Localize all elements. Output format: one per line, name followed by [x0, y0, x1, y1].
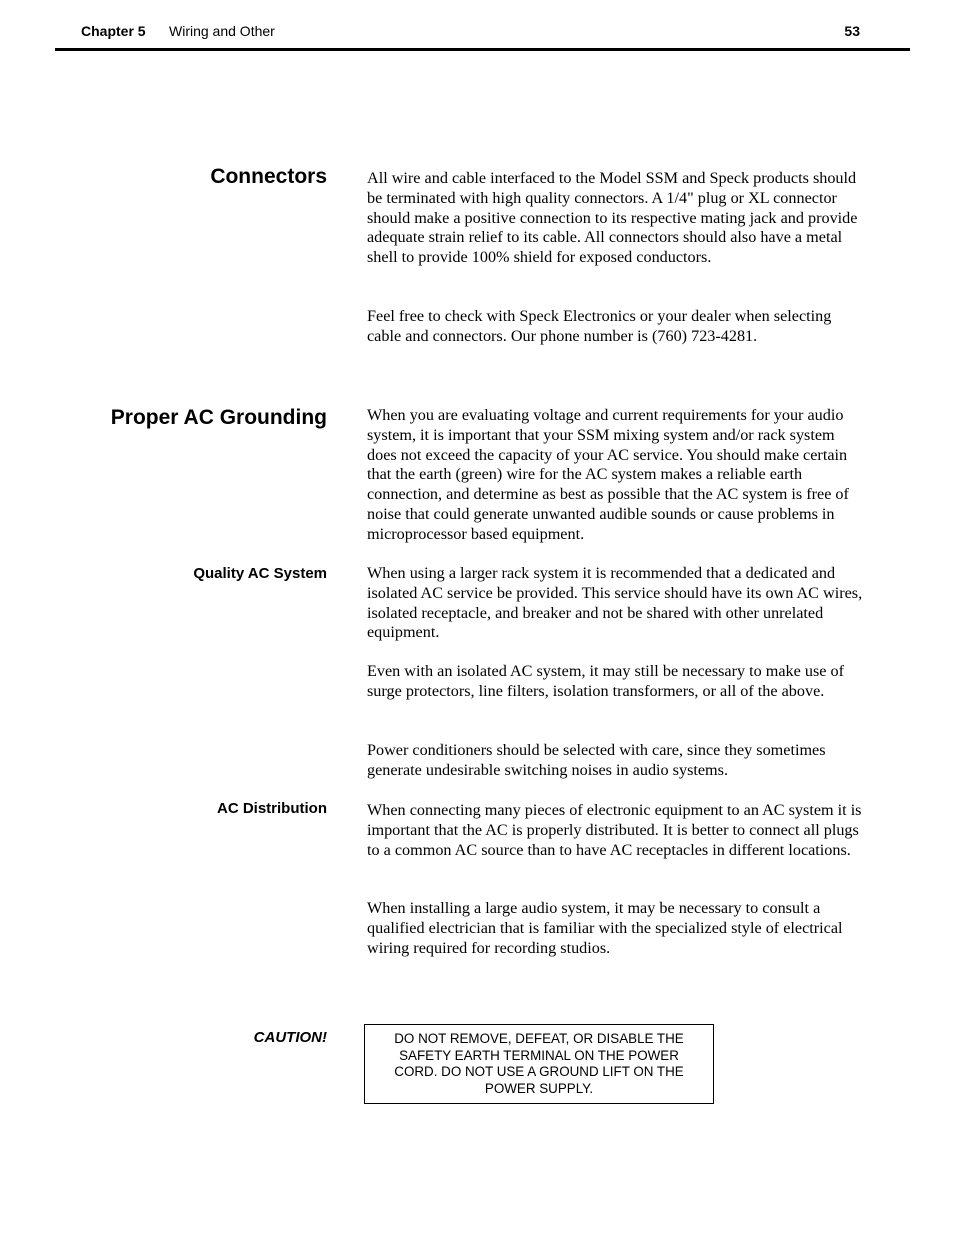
caution-box — [364, 1024, 714, 1104]
quality-ac-paragraph-3: Power conditioners should be selected with care, since they sometimes generate undesirable switching noises in audio systems. — [367, 741, 826, 779]
quality-ac-heading: Quality AC System — [193, 565, 327, 582]
caution-label: CAUTION! — [253, 1029, 327, 1046]
header-rule — [55, 48, 910, 51]
chapter-title: Wiring and Other — [169, 23, 275, 39]
quality-ac-paragraph-1: When using a larger rack system it is recommended that a dedicated and isolated AC service be provided. This service should have its own AC wires, isolated receptacle, and breaker and not be shared with other unrelated equipment. — [367, 564, 863, 642]
connectors-paragraph-1: All wire and cable interfaced to the Model SSM and Speck products should be terminated with high quality connectors. A 1/4" plug or XL connector should make a positive connection to its respective mating jack and provide adequate strain relief to its cable. All connectors should also have a metal shell to provide 100% shield for exposed conductors. — [367, 169, 858, 267]
grounding-heading: Proper AC Grounding — [110, 406, 327, 429]
caution-text: DO NOT REMOVE, DEFEAT, OR DISABLE THE SAFETY EARTH TERMINAL ON THE POWER CORD. DO NOT USE A GROUND LIFT ON THE POWER SUPPLY. — [394, 1031, 684, 1096]
grounding-paragraph-1: When you are evaluating voltage and current requirements for your audio system, it is important that your SSM mixing system and/or rack system does not exceed the capacity of your AC service. You should make certain that the earth (green) wire for the AC system makes a reliable earth connection, and determine as best as possible that the AC system is free of noise that could generate unwanted audible sounds or cause problems in microprocessor based equipment. — [367, 406, 849, 543]
ac-distribution-heading: AC Distribution — [217, 800, 327, 817]
page-header — [55, 0, 910, 52]
chapter-label: Chapter 5 — [81, 23, 146, 39]
connectors-heading: Connectors — [210, 165, 327, 188]
page-number: 53 — [844, 23, 860, 39]
ac-distribution-paragraph-2: When installing a large audio system, it may be necessary to consult a qualified electrician that is familiar with the specialized style of electrical wiring required for recording studios. — [367, 899, 843, 957]
quality-ac-paragraph-2: Even with an isolated AC system, it may still be necessary to make use of surge protectors, line filters, isolation transformers, or all of the above. — [367, 662, 844, 700]
connectors-paragraph-2: Feel free to check with Speck Electronics or your dealer when selecting cable and connectors. Our phone number is (760) 723-4281. — [367, 307, 832, 345]
ac-distribution-paragraph-1: When connecting many pieces of electronic equipment to an AC system it is important that the AC is properly distributed. It is better to connect all plugs to a common AC source than to have AC receptacles in different locations. — [367, 801, 862, 859]
